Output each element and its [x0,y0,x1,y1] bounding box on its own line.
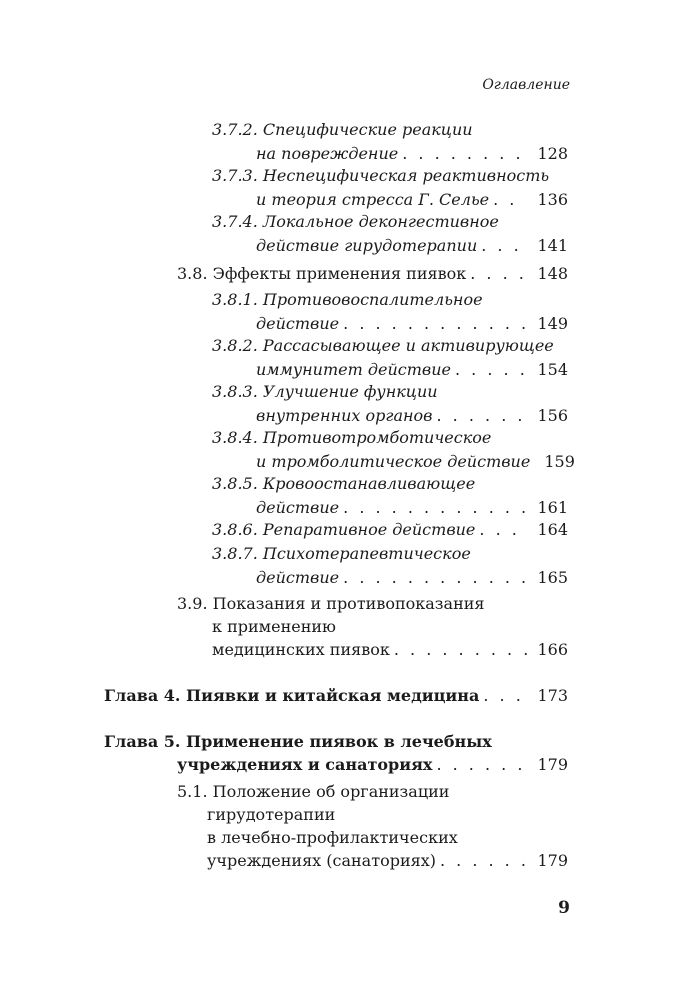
toc-entry-3-7-4-cont[interactable] [256,234,568,258]
toc-page-number: 149 [537,314,568,333]
toc-page-number: 154 [537,360,568,379]
leader-dots [437,404,528,428]
toc-entry-title-cont: действие [256,568,340,587]
toc-entry-3-7-2-cont[interactable] [256,142,568,166]
toc-page-number: 179 [537,755,568,774]
toc-entry-number: 3.7.3. [212,166,258,185]
toc-entry-3-8-3-cont[interactable] [256,404,568,428]
leader-dots [483,684,527,708]
toc-entry-3-9[interactable] [177,592,485,616]
toc-entry-title: Показания и противопоказания [212,594,485,613]
toc-entry-3-8-1[interactable] [212,288,483,312]
toc-entry-number: 3.8.5. [212,474,258,493]
toc-entry-3-8-7-cont[interactable] [256,566,568,590]
toc-entry-5-1[interactable] [177,780,449,804]
toc-page-number: 173 [537,686,568,705]
toc-chapter-5-cont[interactable] [177,753,568,777]
toc-page-number: 141 [537,236,568,255]
toc-page-number: 128 [537,144,568,163]
toc-entry-title-cont: действие гирудотерапии [256,236,478,255]
leader-dots [343,496,527,520]
toc-entry-number: 3.8.4. [212,428,258,447]
toc-entry-title-cont: гирудотерапии [207,805,336,824]
toc-page-number: 136 [537,190,568,209]
toc-entry-title: Неспецифическая реактивность [262,166,550,185]
toc-entry-number: 5.1. [177,782,208,801]
leader-dots [481,234,527,258]
toc-page-number: 165 [537,568,568,587]
toc-entry-3-8-2[interactable] [212,334,554,358]
toc-entry-title-cont: в лечебно-профилактических [207,828,458,847]
toc-entry-3-8[interactable] [177,262,568,286]
toc-entry-title: Психотерапевтическое [262,544,471,563]
toc-entry-title: Рассасывающее и активирующее [262,336,554,355]
leader-dots [343,312,527,336]
leader-dots [470,262,527,286]
toc-entry-title-cont: на повреждение [256,144,399,163]
toc-entry-title: Локальное деконгестивное [262,212,499,231]
toc-entry-number: 3.9. [177,594,208,613]
toc-entry-3-8-5[interactable] [212,472,475,496]
toc-entry-3-8-7[interactable] [212,542,471,566]
leader-dots [440,849,527,873]
toc-chapter-number: Глава 5. [104,732,181,751]
toc-entry-number: 3.8. [177,264,208,283]
toc-entry-number: 3.7.2. [212,120,258,139]
toc-entry-5-1-cont2[interactable] [207,826,458,850]
toc-entry-5-1-cont[interactable] [207,803,335,827]
toc-entry-number: 3.8.3. [212,382,258,401]
toc-chapter-5[interactable] [104,730,492,754]
page-number: 9 [558,898,570,918]
toc-chapter-number: Глава 4. [104,686,181,705]
toc-entry-title-cont: учреждениях (санаториях) [207,851,436,870]
leader-dots [436,753,527,777]
toc-entry-title: Репаративное действие [262,520,476,539]
toc-entry-3-8-4-cont[interactable] [256,450,575,474]
toc-entry-3-9-cont[interactable] [212,615,336,639]
toc-entry-number: 3.7.4. [212,212,258,231]
toc-entry-3-8-3[interactable] [212,380,438,404]
toc-entry-3-8-4[interactable] [212,426,491,450]
toc-page-number: 179 [537,851,568,870]
toc-entry-3-7-2[interactable] [212,118,473,142]
toc-entry-title: Специфические реакции [262,120,473,139]
toc-entry-title-cont: медицинских пиявок [212,640,390,659]
toc-entry-title-cont: иммунитет действие [256,360,451,379]
toc-entry-title: Положение об организации [212,782,450,801]
toc-entry-3-7-3-cont[interactable] [256,188,568,212]
toc-chapter-title-cont: учреждениях и санаториях [177,755,433,774]
running-header: Оглавление [482,77,570,93]
toc-page-number: 148 [537,264,568,283]
toc-entry-3-8-6[interactable] [212,518,568,542]
toc-entry-5-1-cont3[interactable] [207,849,568,873]
toc-chapter-title: Пиявки и китайская медицина [186,686,480,705]
toc-entry-title-cont: и тромболитическое действие [256,452,531,471]
toc-entry-number: 3.8.6. [212,520,258,539]
toc-entry-title-cont: к применению [212,617,336,636]
leader-dots [343,566,527,590]
toc-page-number: 166 [537,640,568,659]
toc-entry-3-8-5-cont[interactable] [256,496,568,520]
toc-page-number: 164 [537,520,568,539]
toc-entry-title-cont: и теория стресса Г. Селье [256,190,490,209]
toc-page-number: 156 [537,406,568,425]
toc-entry-title: Улучшение функции [262,382,438,401]
toc-entry-3-8-2-cont[interactable] [256,358,568,382]
toc-entry-title-cont: действие [256,498,340,517]
toc-entry-3-7-4[interactable] [212,210,499,234]
toc-entry-title-cont: внутренних органов [256,406,433,425]
toc-page-number: 161 [537,498,568,517]
toc-chapter-4[interactable] [104,684,568,708]
toc-entry-3-9-cont2[interactable] [212,638,568,662]
leader-dots [394,638,528,662]
leader-dots [493,188,527,212]
toc-entry-3-7-3[interactable] [212,164,549,188]
toc-entry-number: 3.8.1. [212,290,258,309]
toc-entry-title: Противовоспалительное [262,290,483,309]
toc-entry-title: Противотромботическое [262,428,492,447]
toc-entry-title: Кровоостанавливающее [262,474,476,493]
toc-entry-title-cont: действие [256,314,340,333]
leader-dots [455,358,527,382]
toc-entry-number: 3.8.7. [212,544,258,563]
toc-entry-title: Эффекты применения пиявок [212,264,467,283]
toc-entry-3-8-1-cont[interactable] [256,312,568,336]
toc-page-number: 159 [544,452,575,471]
leader-dots [402,142,527,166]
toc-entry-number: 3.8.2. [212,336,258,355]
leader-dots [479,518,527,542]
toc-chapter-title: Применение пиявок в лечебных [186,732,492,751]
